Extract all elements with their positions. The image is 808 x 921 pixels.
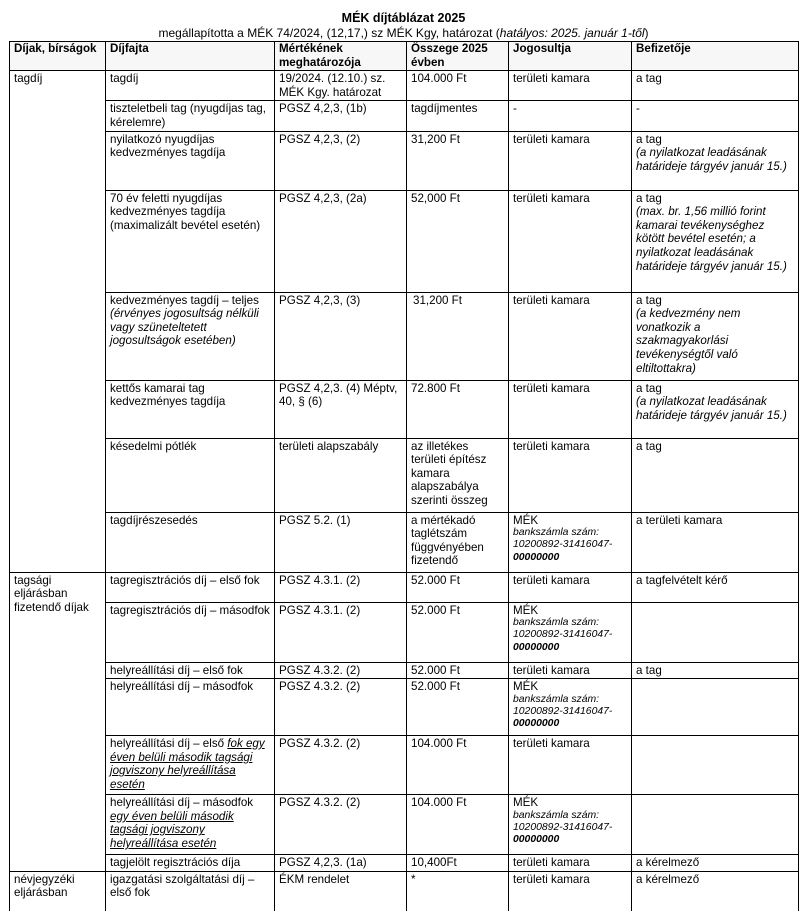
payer-note: (max. br. 1,56 millió forint kamarai tevékenységhez kötött bevétel esetén; a nyilatkozat leadásának határideje tárgyév január 15.) [636,205,787,273]
payer-cell: a tagfelvételt kérő [632,572,799,602]
payee-cell: területi kamara [509,662,632,679]
fee-type-cell: tagregisztrációs díj – első fok [106,572,275,602]
bank-account-label: bankszámla szám: 10200892-31416047- [513,693,613,717]
fee-type-text: helyreállítási díj – másodfok [110,796,254,810]
amount-cell: 52.000 Ft [407,662,509,679]
basis-cell: PGSZ 4,2,3, (3) [275,292,407,380]
table-row [10,380,799,438]
table-row [10,871,799,911]
bank-account-label: bankszámla szám: 10200892-31416047- [513,809,613,833]
payer-note: (a nyilatkozat leadásának határideje tárgyév január 15.) [636,395,787,422]
table-row [10,602,799,662]
basis-cell: PGSZ 4.3.2. (2) [275,736,407,795]
basis-cell: PGSZ 4,2,3. (1a) [275,855,407,872]
table-row [10,572,799,602]
payee-cell: területi kamara [509,438,632,512]
bank-account-suffix: 00000000 [513,834,560,846]
basis-cell: PGSZ 4.3.2. (2) [275,795,407,855]
amount-cell: 52.000 Ft [407,679,509,736]
amount-cell: 31,200 Ft [407,131,509,190]
payer-note: (a nyilatkozat leadásának határideje tárgyév január 15.) [636,146,787,173]
fee-type-cell: igazgatási szolgáltatási díj – első fok [106,871,275,911]
fee-type-cell: késedelmi pótlék [106,438,275,512]
column-header-fee-type: Díjfajta [106,42,275,71]
payer-cell: a tag [632,71,799,101]
fee-type-text: helyreállítási díj – első [110,737,228,751]
payer-cell: a tag [632,662,799,679]
fee-table [9,41,799,911]
fee-type-cell: nyilatkozó nyugdíjas kedvezményes tagdíja [106,131,275,190]
fee-type-cell: tagregisztrációs díj – másodfok [106,602,275,662]
payee-cell: területi kamara [509,871,632,911]
basis-cell: PGSZ 4.3.1. (2) [275,572,407,602]
fee-type-cell: tiszteletbeli tag (nyugdíjas tag, kérelemre) [106,101,275,131]
payer-text: a tag [636,132,662,146]
column-header-basis: Mértékének meghatározója [275,42,407,71]
basis-cell: PGSZ 4.3.2. (2) [275,679,407,736]
basis-cell: PGSZ 4,2,3, (1b) [275,101,407,131]
basis-cell: PGSZ 4,2,3, (2) [275,131,407,190]
basis-cell: területi alapszabály [275,438,407,512]
fee-type-text: kedvezményes tagdíj – teljes [110,293,259,307]
amount-cell: 72.800 Ft [407,380,509,438]
amount-cell: tagdíjmentes [407,101,509,131]
fee-type-cell: kettős kamarai tag kedvezményes tagdíja [106,380,275,438]
column-header-payee: Jogosultja [509,42,632,71]
amount-cell: 104.000 Ft [407,736,509,795]
amount-cell: * [407,871,509,911]
payee-cell: területi kamara [509,71,632,101]
payee-cell: - [509,101,632,131]
payer-cell [632,380,799,438]
fee-type-cell [106,795,275,855]
table-row [10,292,799,380]
payee-cell: területi kamara [509,572,632,602]
payee-cell [509,602,632,662]
subtitle-effective-date: hatályos: 2025. január 1-től [499,26,645,40]
subtitle-close: ) [644,26,649,40]
table-row [10,512,799,572]
payee-text: MÉK [513,796,539,810]
basis-cell: PGSZ 4,2,3, (2a) [275,190,407,292]
column-header-payer: Befizetője [632,42,799,71]
payee-cell: területi kamara [509,736,632,795]
payer-cell [632,131,799,190]
amount-cell: 52.000 Ft [407,602,509,662]
basis-cell: 19/2024. (12.10.) sz. MÉK Kgy. határozat [275,71,407,101]
fee-type-cell: 70 év feletti nyugdíjas kedvezményes tagdíja (maximalizált bevétel esetén) [106,190,275,292]
bank-account-suffix: 00000000 [513,718,560,730]
fee-type-note: fok egy éven belüli második tagsági jogviszony helyreállítása esetén [110,737,265,791]
amount-cell: 10,400Ft [407,855,509,872]
table-row [10,662,799,679]
table-header-row [10,42,799,71]
payee-cell [509,795,632,855]
payer-cell [632,190,799,292]
payee-cell [509,512,632,572]
payee-cell: területi kamara [509,855,632,872]
subtitle-text: megállapította a MÉK 74/2024, (12,17,) sz MÉK Kgy, határozat ( [158,26,500,40]
payee-cell: területi kamara [509,292,632,380]
payer-text: a tag [636,293,662,307]
fee-table-page [9,11,798,911]
table-row [10,736,799,795]
fee-type-cell: tagjelölt regisztrációs díja [106,855,275,872]
bank-account-label: bankszámla szám: 10200892-31416047- [513,527,613,551]
payer-cell: a kérelmező [632,855,799,872]
fee-type-note: (érvényes jogosultság nélküli vagy szüneteltetett jogosultságok esetében) [110,307,259,348]
table-row [10,679,799,736]
group-label-registry-procedure: névjegyzéki eljárásban [10,871,106,911]
document-subtitle [9,26,798,40]
payer-text: a tag [636,381,662,395]
basis-cell: ÉKM rendelet [275,871,407,911]
payer-note: (a kedvezmény nem vonatkozik a szakmagyakorlási tevékenységtől való eltiltottakra) [636,307,741,375]
fee-type-cell: tagdíjrészesedés [106,512,275,572]
bank-account-label: bankszámla szám: 10200892-31416047- [513,617,613,641]
basis-cell: PGSZ 4.3.2. (2) [275,662,407,679]
payer-cell [632,602,799,662]
payer-cell: a területi kamara [632,512,799,572]
bank-account-suffix: 00000000 [513,551,560,563]
basis-cell: PGSZ 4.3.1. (2) [275,602,407,662]
payee-text: MÉK [513,603,539,617]
amount-cell: 104.000 Ft [407,71,509,101]
amount-cell: 52,000 Ft [407,190,509,292]
column-header-amount: Összege 2025 évben [407,42,509,71]
payee-text: MÉK [513,680,539,694]
payer-cell [632,292,799,380]
amount-cell: a mértékadó taglétszám függvényében fizetendő [407,512,509,572]
fee-type-cell: tagdíj [106,71,275,101]
column-header-category: Díjak, bírságok [10,42,106,71]
payee-cell: területi kamara [509,190,632,292]
payer-cell [632,679,799,736]
bank-account-suffix: 00000000 [513,641,560,653]
group-label-membership-fee: tagdíj [10,71,106,572]
payer-cell [632,736,799,795]
table-row [10,855,799,872]
payer-cell: - [632,101,799,131]
basis-cell: PGSZ 4,2,3. (4) Méptv, 40, § (6) [275,380,407,438]
amount-cell: 52.000 Ft [407,572,509,602]
document-title: MÉK díjtáblázat 2025 [341,11,466,25]
table-row [10,131,799,190]
amount-cell: 104.000 Ft [407,795,509,855]
table-row [10,438,799,512]
table-row [10,190,799,292]
fee-type-cell [106,292,275,380]
table-row [10,101,799,131]
payee-text: MÉK [513,513,539,527]
fee-type-note: egy éven belüli második tagsági jogviszony helyreállítása esetén [110,809,234,850]
amount-cell: az illetékes területi építész kamara alapszabálya szerinti összeg [407,438,509,512]
table-row [10,71,799,101]
fee-type-cell: helyreállítási díj – első fok [106,662,275,679]
payer-text: a tag [636,191,662,205]
payer-cell [632,795,799,855]
payer-cell: a kérelmező [632,871,799,911]
amount-cell: 31,200 Ft [407,292,509,380]
payer-cell: a tag [632,438,799,512]
table-row [10,795,799,855]
fee-type-cell [106,736,275,795]
fee-type-cell: helyreállítási díj – másodfok [106,679,275,736]
group-label-membership-procedure: tagsági eljárásban fizetendő díjak [10,572,106,871]
payee-cell [509,679,632,736]
basis-cell: PGSZ 5.2. (1) [275,512,407,572]
payee-cell: területi kamara [509,380,632,438]
payee-cell: területi kamara [509,131,632,190]
